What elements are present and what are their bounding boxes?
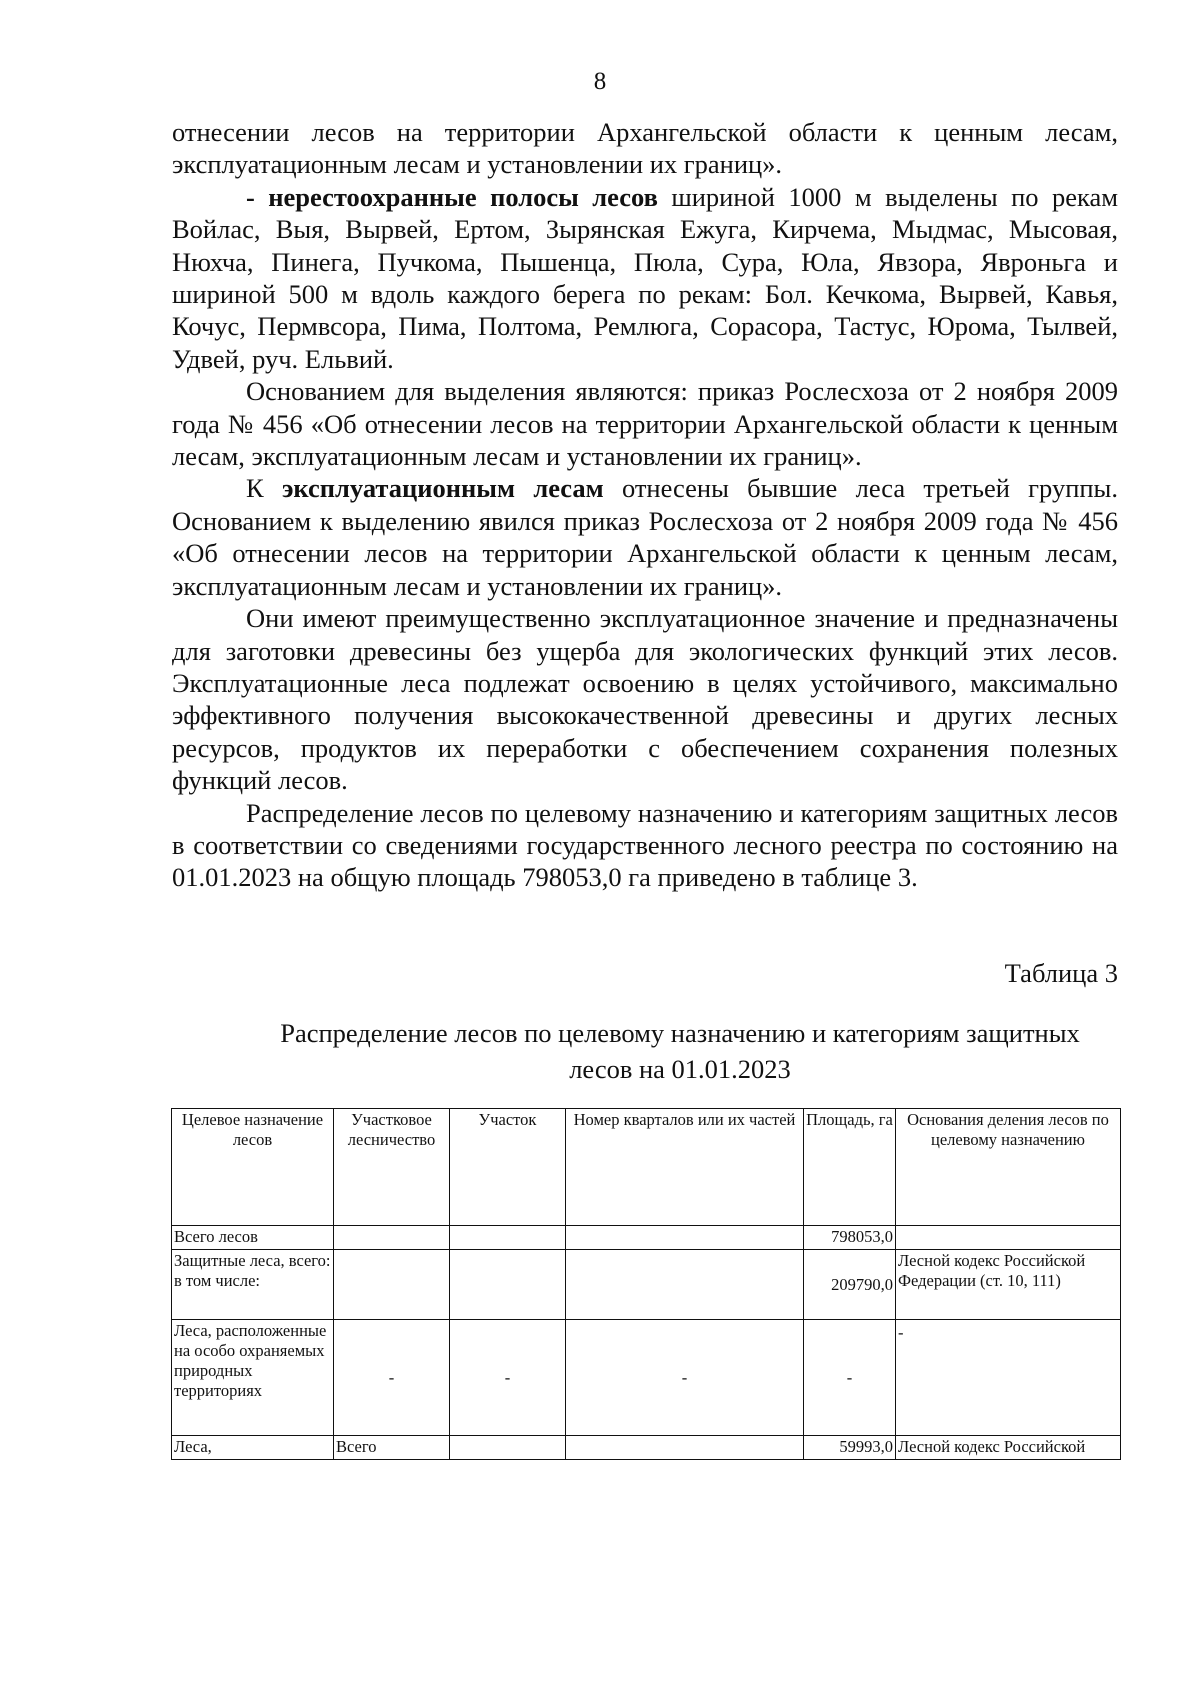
cell-plot	[450, 1226, 566, 1250]
cell-plot	[450, 1436, 566, 1460]
cell-grounds: -	[896, 1320, 1121, 1436]
page-number: 8	[593, 68, 607, 95]
term-exploitation-forests: эксплуатационным лесам	[281, 473, 604, 504]
table-label: Таблица 3	[1004, 958, 1118, 988]
forest-distribution-table	[171, 1108, 1121, 1460]
header-district-forestry: Участковое лесничество	[334, 1109, 450, 1226]
cell-quarters	[566, 1226, 804, 1250]
header-quarter-numbers: Номер кварталов или их частей	[566, 1109, 804, 1226]
header-area: Площадь, га	[804, 1109, 896, 1226]
cell-purpose: Леса, расположенные на особо охраняемых природных территориях	[172, 1320, 334, 1436]
cell-district: Всего	[334, 1436, 450, 1460]
cell-purpose: Всего лесов	[172, 1226, 334, 1250]
cell-plot: -	[450, 1320, 566, 1436]
paragraph-1: отнесении лесов на территории Архангельской области к ценным лесам, эксплуатационным лесам и установлении их границ».	[172, 117, 1118, 180]
cell-area: 798053,0	[804, 1226, 896, 1250]
table-header-row	[172, 1109, 1121, 1226]
paragraph-3: Основанием для выделения являются: приказ Рослесхоза от 2 ноября 2009 года № 456 «Об отнесении лесов на территории Архангельской области к ценным лесам, эксплуатационным лесам и установлении их границ».	[172, 376, 1118, 472]
table-title-line-1: Распределение лесов по целевому назначению и категориям защитных	[280, 1018, 1080, 1048]
cell-district	[334, 1226, 450, 1250]
cell-quarters	[566, 1250, 804, 1320]
term-spawning-strips: - нерестоохранные полосы лесов	[246, 181, 658, 212]
cell-grounds: Лесной кодекс Российской Федерации (ст. 10, 111)	[896, 1250, 1121, 1320]
cell-area: 209790,0	[804, 1250, 896, 1320]
cell-district	[334, 1250, 450, 1320]
paragraph-2	[172, 181, 1118, 375]
header-plot: Участок	[450, 1109, 566, 1226]
paragraph-2-text: шириной 1000 м выделены по рекам Войлас, Выя, Вырвей, Ертом, Зырянская Ежуга, Кирчема, Мыдмас, Мысовая, Нюхча, Пинега, Пучкома, Пышенца, Пюла, Сура, Юла, Явзора, Явроньга и шириной 500 м вдоль каждого берега по рекам: Бол. Кечкома, Вырвей, Кавья, Кочус, Пермвсора, Пима, Полтома, Ремлюга, Сорасора, Тастус, Юрома, Тылвей, Удвей, руч. Ельвий.	[172, 181, 1118, 374]
cell-grounds: Лесной кодекс Российской	[896, 1436, 1121, 1460]
table-title	[230, 1015, 1130, 1087]
header-grounds: Основания деления лесов по целевому назначению	[896, 1109, 1121, 1226]
paragraph-4-text: отнесены бывшие леса третьей группы. Основанием к выделению явился приказ Рослесхоза от 2 ноября 2009 года № 456 «Об отнесении лесов на территории Архангельской области к ценным лесам, эксплуатационным лесам и установлении их границ».	[172, 473, 1118, 601]
body-text	[172, 116, 1118, 894]
table-row	[172, 1226, 1121, 1250]
paragraph-4	[172, 472, 1118, 602]
cell-plot	[450, 1250, 566, 1320]
cell-purpose: Леса,	[172, 1436, 334, 1460]
cell-purpose: Защитные леса, всего: в том числе:	[172, 1250, 334, 1320]
table-row	[172, 1436, 1121, 1460]
cell-district: -	[334, 1320, 450, 1436]
cell-grounds	[896, 1226, 1121, 1250]
header-purpose: Целевое назначение лесов	[172, 1109, 334, 1226]
table-row	[172, 1320, 1121, 1436]
cell-quarters: -	[566, 1320, 804, 1436]
paragraph-5: Они имеют преимущественно эксплуатационное значение и предназначены для заготовки древесины без ущерба для экологических функций этих лесов. Эксплуатационные леса подлежат освоению в целях устойчивого, максимально эффективного получения высококачественной древесины и других лесных ресурсов, продуктов их переработки с обеспечением сохранения полезных функций лесов.	[172, 603, 1118, 796]
cell-area: -	[804, 1320, 896, 1436]
cell-area: 59993,0	[804, 1436, 896, 1460]
paragraph-4-pre: К	[246, 473, 282, 504]
cell-quarters	[566, 1436, 804, 1460]
paragraph-6: Распределение лесов по целевому назначению и категориям защитных лесов в соответствии со сведениями государственного лесного реестра по состоянию на 01.01.2023 на общую площадь 798053,0 га приведено в таблице 3.	[172, 797, 1118, 893]
table-title-line-2: лесов на 01.01.2023	[569, 1054, 791, 1084]
table-row	[172, 1250, 1121, 1320]
